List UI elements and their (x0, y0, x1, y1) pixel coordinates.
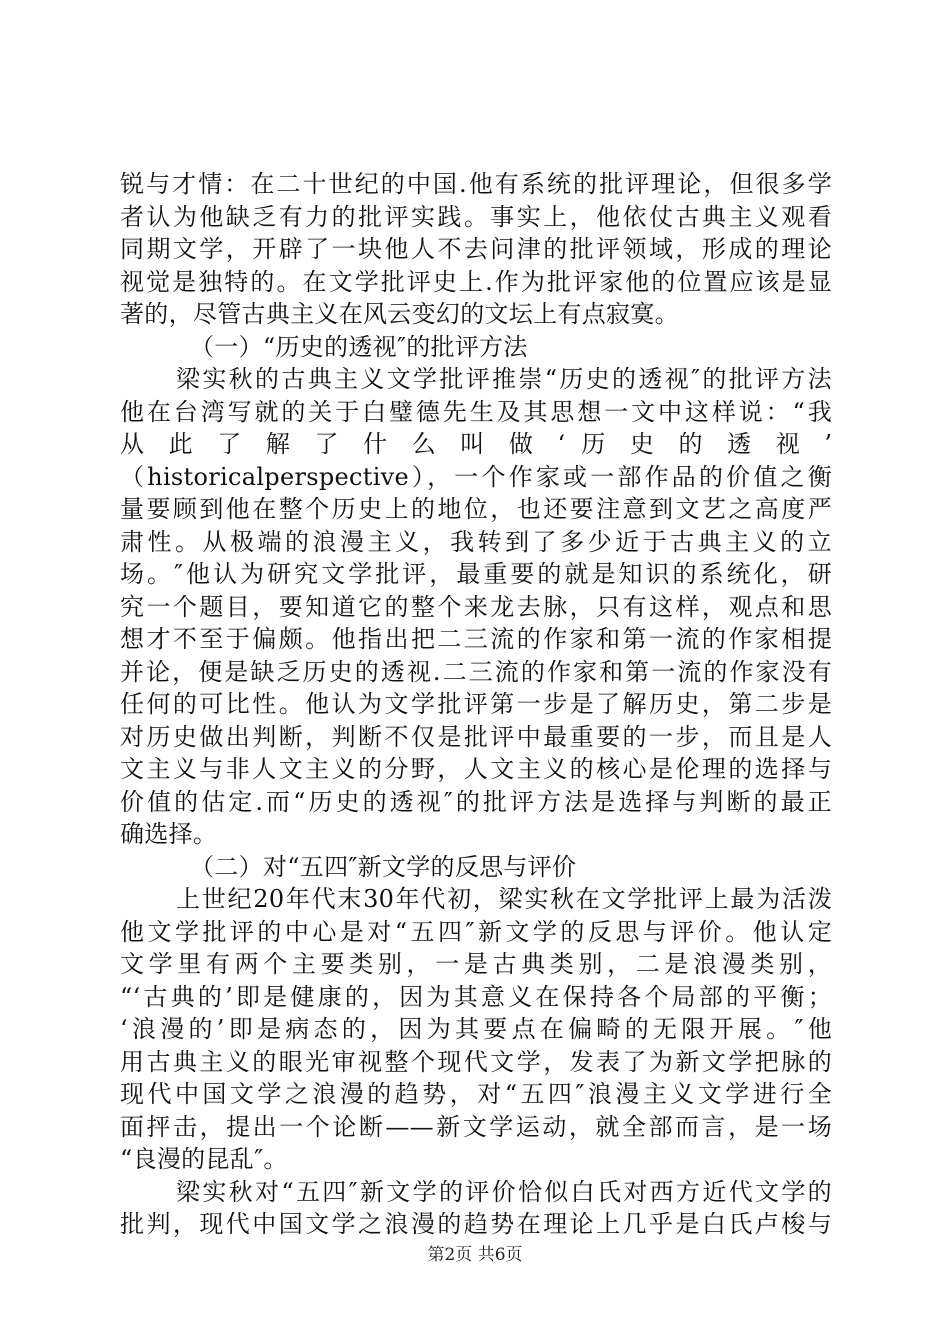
text-line: 同期文学，开辟了一块他人不去问津的批评领域，形成的理论 (120, 235, 832, 263)
text-line: 他在台湾写就的关于白璧德先生及其思想一文中这样说：“我 (120, 397, 832, 426)
text-line: 文主义与非人文主义的分野，人文主义的核心是伦理的选择与 (120, 755, 832, 783)
text-line: 梁实秋对“五四″新文学的评价恰似白氏对西方近代文学的 (176, 1177, 832, 1206)
text-line: 量要顾到他在整个历史上的地位，也还要注意到文艺之高度严 (120, 495, 832, 523)
text-line: 文学里有两个主要类别，一是古典类别，二是浪漫类别， (120, 950, 832, 978)
text-line: 锐与才情：在二十世纪的中国.他有系统的批评理论，但很多学 (120, 170, 832, 198)
text-line: 场。″他认为研究文学批评，最重要的就是知识的系统化，研 (120, 560, 832, 588)
text-line: 究一个题目，要知道它的整个来龙去脉，只有这样，观点和思 (120, 592, 832, 621)
text-line: 肃性。从极端的浪漫主义，我转到了多少近于古典主义的立 (120, 527, 832, 556)
text-line: 价值的估定.而“历史的透视″的批评方法是选择与判断的最正 (120, 787, 832, 816)
text-line: 想才不至于偏颇。他指出把二三流的作家和第一流的作家相提 (120, 625, 832, 653)
text-line: 用古典主义的眼光审视整个现代文学，发表了为新文学把脉的 (120, 1047, 832, 1076)
text-line: 梁实秋的古典主义文学批评推崇“历史的透视″的批评方法 (176, 365, 832, 393)
text-line: 批判，现代中国文学之浪漫的趋势在理论上几乎是白氏卢梭与 (120, 1210, 832, 1238)
text-line: 者认为他缺乏有力的批评实践。事实上，他依仗古典主义观看 (120, 202, 832, 231)
section-heading: （二）对“五四″新文学的反思与评价 (190, 852, 577, 881)
text-line: 现代中国文学之浪漫的趋势，对“五四″浪漫主义文学进行全 (120, 1080, 832, 1108)
text-line: “良漫的昆乱″。 (120, 1145, 288, 1173)
text-line: 任何的可比性。他认为文学批评第一步是了解历史，第二步是 (120, 690, 832, 718)
text-line: 他文学批评的中心是对“五四″新文学的反思与评价。他认定 (120, 917, 832, 946)
text-line: （historicalperspective），一个作家或一部作品的价值之衡 (120, 462, 832, 491)
section-heading: （一）“历史的透视″的批评方法 (190, 332, 528, 361)
text-line: ‘浪漫的’即是病态的，因为其要点在偏畸的无限开展。″他 (120, 1015, 832, 1043)
page-number-footer: 第2页 共6页 (427, 1245, 523, 1265)
text-line: 并论，便是缺乏历史的透视.二三流的作家和第一流的作家没有 (120, 657, 832, 686)
text-line: 上世纪20年代末30年代初，梁实秋在文学批评上最为活泼 (176, 885, 832, 913)
text-line: 视觉是独特的。在文学批评史上.作为批评家他的位置应该是显 (120, 267, 832, 296)
text-line: “‘古典的’即是健康的，因为其意义在保持各个局部的平衡； (120, 982, 832, 1011)
text-line: 确选择。 (120, 820, 218, 848)
body-text (120, 168, 832, 1241)
text-line: 从 此 了 解 了 什 么 叫 做 ‘ 历 史 的 透 视 ’ (120, 430, 832, 458)
text-line: 对历史做出判断，判断不仅是批评中最重要的一步，而且是人 (120, 722, 832, 751)
text-line: 著的，尽管古典主义在风云变幻的文坛上有点寂寞。 (120, 300, 679, 328)
text-line: 面抨击，提出一个论断——新文学运动，就全部而言，是一场 (120, 1112, 832, 1141)
